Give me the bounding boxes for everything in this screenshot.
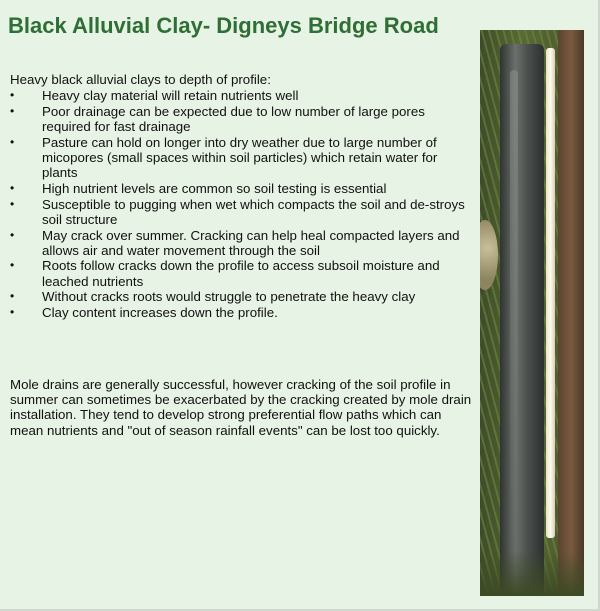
body-text	[10, 72, 470, 321]
sampling-tube	[546, 48, 555, 538]
list-item	[10, 228, 470, 258]
page-title: Black Alluvial Clay- Digneys Bridge Road	[8, 13, 439, 38]
bullet-icon: •	[10, 134, 15, 149]
list-item	[10, 197, 470, 227]
bullet-icon: •	[10, 196, 15, 211]
bullet-icon: •	[10, 305, 15, 320]
bullet-icon: •	[10, 289, 15, 304]
bullet-icon: •	[10, 103, 15, 118]
soil-core-photo	[480, 30, 584, 596]
list-item-text: Susceptible to pugging when wet which compacts the soil and de-stroys soil structure	[42, 196, 465, 227]
bullet-icon: •	[10, 258, 15, 273]
list-item-text: Without cracks roots would struggle to penetrate the heavy clay	[42, 289, 416, 305]
list-item	[10, 258, 470, 288]
intro-text: Heavy black alluvial clays to depth of profile:	[10, 72, 271, 87]
list-item-text: Roots follow cracks down the profile to access subsoil moisture and leached nutrients	[42, 258, 440, 289]
property-list	[10, 88, 470, 320]
bullet-icon: •	[10, 227, 15, 242]
bullet-icon: •	[10, 88, 15, 103]
list-item-text: Poor drainage can be expected due to low number of large pores required for fast drainage	[42, 103, 425, 135]
list-item	[10, 289, 470, 304]
list-item	[10, 104, 470, 134]
list-item-text: Clay content increases down the profile.	[42, 305, 278, 321]
ground-shadow	[480, 550, 584, 596]
list-item-text: High nutrient levels are common so soil testing is essential	[42, 180, 387, 196]
list-item-text: Pasture can hold on longer into dry weather due to large number of micopores (small spaces within soil particles) which retain water for plants	[42, 134, 438, 181]
soil-edge	[558, 30, 584, 596]
mole-drain-paragraph: Mole drains are generally successful, however cracking of the soil profile in summer can sometimes be exacerbated by the cracking created by mole drain installation. They tend to develop strong preferential flow paths which can mean nutrients and "out of season rainfall events" can be lost too quickly.	[10, 377, 472, 438]
list-item-text: May crack over summer. Cracking can help heal compacted layers and allows air and water movement through the soil	[42, 227, 460, 258]
list-item	[10, 135, 470, 181]
core-highlight	[510, 70, 518, 570]
list-item	[10, 181, 470, 196]
list-item-text: Heavy clay material will retain nutrients well	[42, 88, 299, 104]
list-item	[10, 88, 470, 103]
list-item	[10, 305, 470, 320]
bullet-icon: •	[10, 180, 15, 195]
soil-core	[500, 44, 544, 596]
